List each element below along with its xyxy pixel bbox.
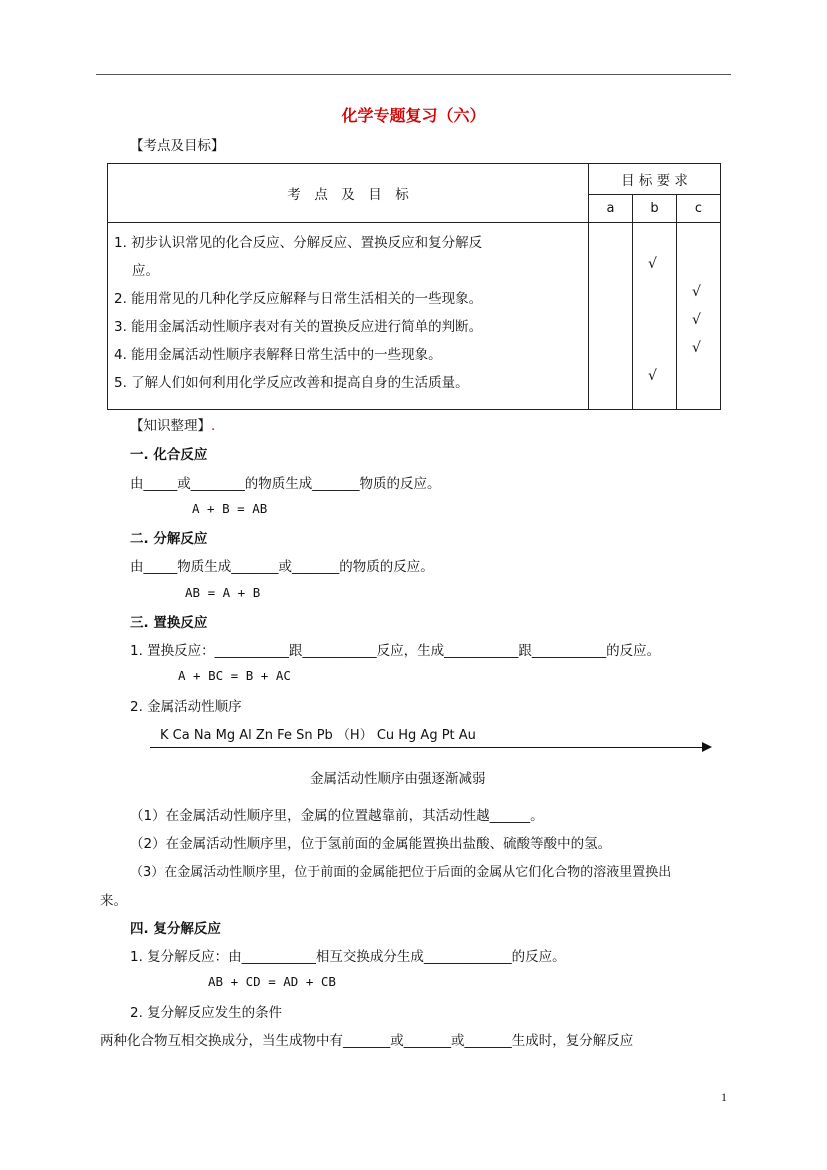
s1-heading: 一. 化合反应 [130,447,208,463]
check-mark-item-2: √ [692,284,701,300]
s4-item2: 2. 复分解反应发生的条件 [130,1005,283,1021]
activity-arrow-head [702,742,712,752]
s4-heading: 四. 复分解反应 [130,921,221,937]
s3-heading: 三. 置换反应 [130,615,208,631]
page-number: 1 [721,1090,727,1104]
s3-note1: （1）在金属活动性顺序里，金属的位置越靠前，其活动性越______。 [130,808,544,824]
activity-series: K Ca Na Mg Al Zn Fe Sn Pb （H） Cu Hg Ag Pt Au [160,728,476,743]
check-mark-item-4: √ [692,340,701,356]
header-main-cell [108,164,589,223]
header-main: 考 点 及 目 标 [287,187,409,203]
section-goals-label: 【考点及目标】 [130,138,225,154]
header-target: 目 标 要 求 [621,173,688,189]
goal-item-1-cont: 应。 [132,263,159,279]
goals-table [107,163,721,410]
table-header-row [108,164,721,195]
s2-text: 由_____物质生成_______或_______的物质的反应。 [130,559,434,575]
check-mark-item-1: √ [648,256,657,272]
activity-arrow-caption: 金属活动性顺序由强逐渐减弱 [310,771,486,787]
s3-formula: A + BC = B + AC [178,668,291,683]
s3-item2: 2. 金属活动性顺序 [130,699,242,715]
s4-text: 两种化合物互相交换成分，当生成物中有_______或_______或_______生成时，复分解反应 [100,1033,634,1049]
table-body-row [108,223,721,410]
s3-item1: 1. 置换反应：___________跟___________反应，生成___________跟___________的反应。 [130,643,661,659]
s4-item1: 1. 复分解反应：由___________相互交换成分生成_____________的反应。 [130,949,566,965]
col-a-cell [589,223,633,410]
s3-note3-line1: （3）在金属活动性顺序里，位于前面的金属能把位于后面的金属从它们化合物的溶液里置换出 [130,865,672,880]
goals-list-cell [108,223,589,410]
knowledge-label-text: 【知识整理】 [130,418,211,434]
s3-note3-line2: 来。 [100,893,127,909]
s2-formula: AB = A + B [185,585,261,600]
page-title: 化学专题复习（六） [341,106,486,125]
s1-text: 由_____或________的物质生成_______物质的反应。 [130,476,441,492]
s2-heading: 二. 分解反应 [130,531,208,547]
activity-arrow-line [150,747,705,748]
goal-item-5: 5. 了解人们如何利用化学反应改善和提高自身的生活质量。 [114,375,469,391]
goal-item-3: 3. 能用金属活动性顺序表对有关的置换反应进行简单的判断。 [114,319,483,335]
s3-note2: （2）在金属活动性顺序里，位于氢前面的金属能置换出盐酸、硫酸等酸中的氢。 [130,836,612,852]
col-c-header: c [677,195,721,223]
check-mark-item-5: √ [648,368,657,384]
goal-item-4: 4. 能用金属活动性顺序表解释日常生活中的一些现象。 [114,347,442,363]
check-mark-item-3: √ [692,312,701,328]
section-knowledge-label [130,414,215,434]
goal-item-2: 2. 能用常见的几种化学反应解释与日常生活相关的一些现象。 [114,291,483,307]
header-target-cell [589,164,721,195]
s4-formula: AB + CD = AD + CB [208,974,336,989]
s1-formula: A + B = AB [192,501,268,516]
header-rule [96,74,731,75]
col-a-header: a [589,195,633,223]
col-b-header: b [633,195,677,223]
col-b-cell [633,223,677,410]
goal-item-1: 1. 初步认识常见的化合反应、分解反应、置换反应和复分解反 [114,235,483,251]
col-c-cell [677,223,721,410]
knowledge-dot: . [211,418,216,434]
